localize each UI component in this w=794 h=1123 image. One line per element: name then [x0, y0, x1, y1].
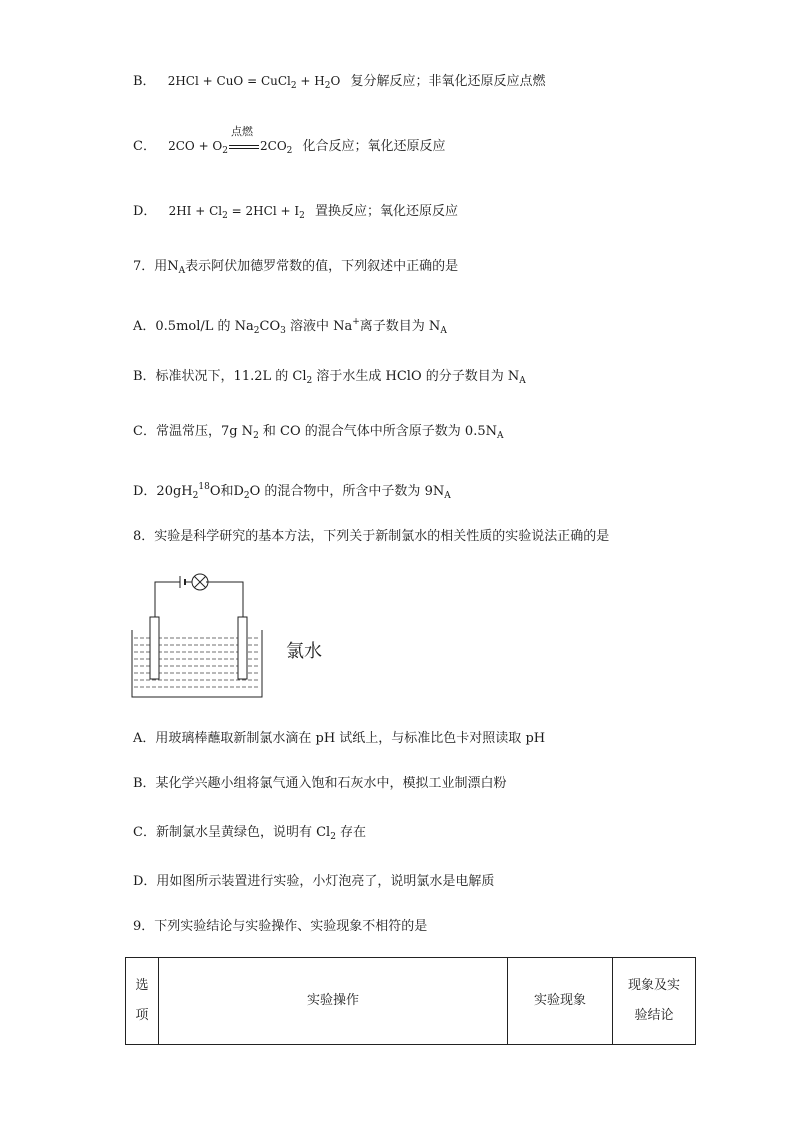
option-6d: D． $2HI + Cl_2 = 2HCl + I_2$ 置换反应；氧化还原反应 — [133, 204, 458, 221]
option-7b: B．标准状况下，11.2L 的 $Cl_2$ 溶于水生成 HClO 的分子数目为 $N_A$ — [133, 369, 526, 386]
option-7c: C．常温常压，7g $N_2$ 和 CO 的混合气体中所含原子数为 $0.5N_A$ — [133, 424, 504, 441]
header-operation: 实验操作 — [159, 958, 508, 1045]
option-6b: B． 2HCl + CuO = CuCl$_2$ + $H_2O$ 复分解反应；非氧化还原反应点燃 — [133, 74, 546, 91]
wire-left — [155, 582, 180, 617]
question-9: 9．下列实验结论与实验操作、实验现象不相符的是 — [133, 919, 428, 934]
option-7a: A．0.5mol/L 的 $Na_2CO_3$ 溶液中 Na+离子数目为 $N_A$ — [133, 317, 447, 336]
table-header-row — [126, 958, 696, 1045]
options-table — [125, 957, 696, 1045]
figure-label: 氯水 — [286, 641, 322, 662]
bulb-icon — [192, 574, 208, 590]
option-6c: C． $2CO + O_2$ 点燃 $2CO_2$ 化合反应；氧化还原反应 — [133, 125, 446, 156]
header-phenomenon: 实验现象 — [508, 958, 613, 1045]
option-8d: D．用如图所示装置进行实验，小灯泡亮了，说明氯水是电解质 — [133, 874, 495, 889]
apparatus-figure — [130, 572, 280, 702]
equation-6d: $2HI + Cl_2 = 2HCl + I_2$ — [168, 204, 305, 221]
header-option: 选 项 — [126, 958, 159, 1045]
reaction-condition: 点燃 — [229, 137, 259, 155]
electrode-right — [238, 617, 247, 679]
question-8: 8．实验是科学研究的基本方法，下列关于新制氯水的相关性质的实验说法正确的是 — [133, 529, 610, 544]
header-conclusion: 现象及实 验结论 — [613, 958, 696, 1045]
option-8b: B．某化学兴趣小组将氯气通入饱和石灰水中，模拟工业制漂白粉 — [133, 776, 507, 791]
wire-bulb-right — [231, 582, 243, 617]
option-7d: D．$20gH_2^{18}O$和$D_2O$ 的混合物中，所含中子数为 $9N_A$ — [133, 482, 451, 501]
equation-6c: $2CO + O_2$ 点燃 $2CO_2$ — [168, 125, 293, 156]
option-8c: C．新制氯水呈黄绿色，说明有 $Cl_2$ 存在 — [133, 825, 367, 842]
equation-6b: 2HCl + CuO = CuCl$_2$ + $H_2O$ — [167, 74, 341, 91]
electrode-left — [150, 617, 159, 679]
question-7: 7．用$N_A$表示阿伏加德罗常数的值，下列叙述中正确的是 — [133, 259, 459, 276]
option-8a: A．用玻璃棒蘸取新制氯水滴在 pH 试纸上，与标准比色卡对照读取 pH — [133, 731, 546, 746]
